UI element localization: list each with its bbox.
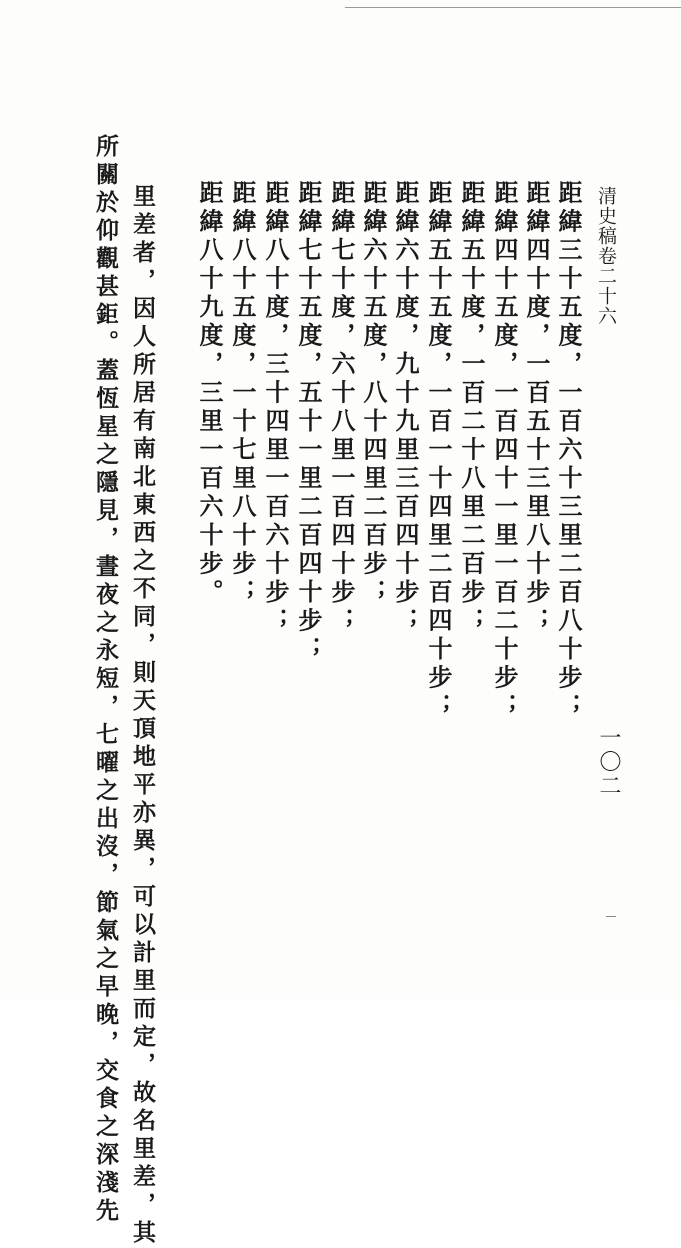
- table-row: 距緯六十五度，八十四里二百步；: [359, 180, 388, 608]
- margin-mark: [606, 916, 616, 917]
- table-row: 距緯三十五度，一百六十三里二百八十步；: [554, 180, 583, 722]
- table-row: 距緯四十度，一百五十三里八十步；: [522, 180, 551, 636]
- table-row: 距緯八十五度，一十七里八十步；: [228, 180, 257, 608]
- paragraph-line: 里差者，因人所居有南北東西之不同，則天頂地平亦異，可以計里而定，故名里差，其: [129, 184, 156, 1248]
- table-row: 距緯六十度，九十九里三百四十步；: [391, 180, 420, 636]
- top-rule: [345, 7, 681, 8]
- page-number: 一〇二: [596, 726, 621, 798]
- running-header-title: 清史稿卷二十六: [595, 186, 617, 326]
- table-row: 距緯七十五度，五十一里二百四十步；: [294, 180, 323, 665]
- paragraph-line: 所關於仰觀甚鉅。蓋恆星之隱見，晝夜之永短，七曜之出沒，節氣之早晚，交食之深淺先: [92, 134, 119, 1226]
- table-row: 距緯八十九度，三里一百六十步。: [195, 180, 224, 608]
- table-row: 距緯四十五度，一百四十一里一百二十步；: [490, 180, 519, 722]
- table-row: 距緯八十度，三十四里一百六十步；: [261, 180, 290, 636]
- table-row: 距緯五十五度，一百一十四里二百四十步；: [424, 180, 453, 722]
- table-row: 距緯七十度，六十八里一百四十步；: [327, 180, 356, 636]
- table-row: 距緯五十度，一百二十八里二百步；: [457, 180, 486, 636]
